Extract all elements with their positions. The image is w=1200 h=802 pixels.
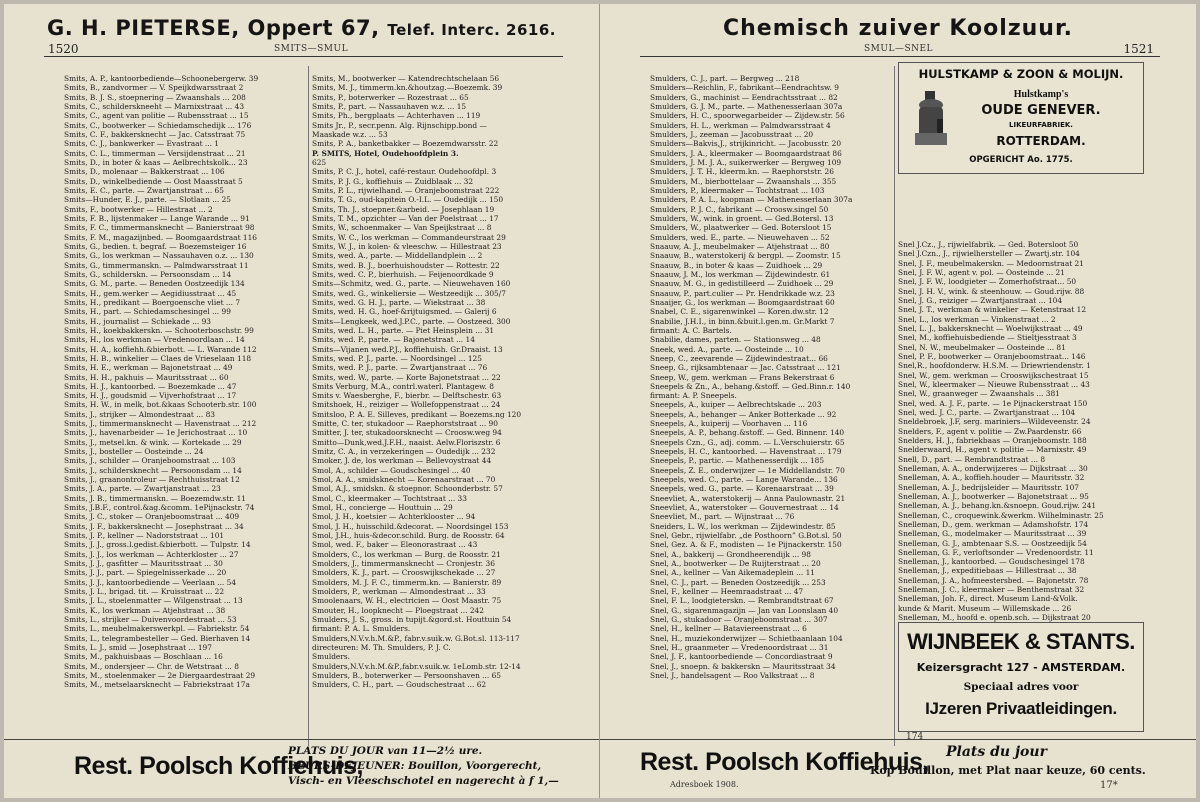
left-header-rule [44, 56, 563, 57]
directory-entry: Sneepels, H. C., kantoorbed. — Havenstraat ... 179 [650, 447, 842, 457]
directory-entry: Smits, J.B.F., control.&ag.&comm. 1ePijnackstr. 74 [64, 503, 255, 513]
right-column-divider [894, 66, 895, 746]
directory-entry: Sneevliet, M., part. — Wijnstraat ... 76 [650, 512, 795, 522]
directory-entry: Smits, C. L., timmerman — Versijdenstraat ... 21 [64, 148, 246, 158]
right-footer-adresboek: Adresboek 1908. [670, 780, 739, 789]
directory-entry: Snel, J., snoepn. & bakkerskn — Mauritsstraat 34 [650, 661, 836, 671]
directory-entry: firmant: A. C. Bartels. [650, 325, 732, 335]
directory-entry: Smits, J. C., stoker — Oranjeboomstraat ... 409 [64, 512, 240, 522]
directory-entry: Smitter, J. ter, stukadoorsknecht — Croosw.weg 94 [312, 428, 502, 438]
directory-entry: Smits, L. J., smid — Josephstraat ... 197 [64, 643, 212, 653]
hulstkamp-city: ROTTERDAM. [996, 134, 1086, 148]
directory-entry: Smits, H. W., in melk, bot.&kaas Schooterb.str. 100 [64, 400, 257, 410]
directory-entry: Sneek, wed. A., parte. — Oosteinde ... 10 [650, 344, 804, 354]
directory-entry: Smits, J. F., bakkersknecht — Josephstraat ... 34 [64, 521, 244, 531]
directory-entry: Sneevliet, A., waterstokerij — Anna Paulownastr. 21 [650, 493, 846, 503]
directory-entry: Sneepels, Z. E., onderwijzer — 1e Middellandstr. 70 [650, 465, 845, 475]
directory-entry: Smits, M. J., timmerm.kn.&houtzag.—Boezemk. 39 [312, 83, 503, 93]
directory-entry: Smits, J., schildersknecht — Persoonsdam ... 14 [64, 465, 242, 475]
directory-entry: Snel J.Czn., J., rijwielhersteller — Zwartj.str. 104 [898, 249, 1080, 259]
directory-entry: Smulders, H. L., werkman — Palmdwarsstraat 4 [650, 120, 831, 130]
directory-entry: Smits, J. J., kantoorbediende — Veerlaan ... 54 [64, 577, 237, 587]
directory-entry: Smolders, C., los werkman — Burg. de Roosstr. 21 [312, 549, 501, 559]
directory-entry: Snel, W., kleermaker — Nieuwe Rubensstraat ... 43 [898, 379, 1090, 389]
directory-entry: Snelleman, A. A., koffieh.houder — Mauritsstr. 32 [898, 473, 1085, 483]
directory-entry: Snel, C. J., part. — Beneden Oostzeedijk ... 253 [650, 577, 826, 587]
directory-entry: Smits, B., zandvormer — V. Speijkdwarsstraat 2 [64, 83, 244, 93]
directory-entry: Snel, J. F., kantoorbediende — Concordiastraat 9 [650, 652, 833, 662]
directory-entry: Smulders, W., wink. in groent. — Ged.Botersl. 13 [650, 213, 834, 223]
directory-entry: Snelleman, A. J., behang.kn.&snoepn. Goud.rijw. 241 [898, 501, 1097, 511]
left-banner [4, 16, 599, 40]
directory-entry: Smol, H., concierge — Houttuin ... 29 [312, 503, 453, 513]
directory-entry: Snel, Gez. A. & F., modisten — 1e Pijnackerstr. 150 [650, 540, 842, 550]
directory-entry: Snelleman, A. J., bootwerker — Bajonetstraat ... 95 [898, 491, 1089, 501]
directory-entry: Snaauw, P., part.culier — Pr. Hendrikkade w.z. 23 [650, 288, 835, 298]
directory-entry: Smits, C., schilderskneeht — Marnixstraat ... 43 [64, 101, 245, 111]
directory-entry: Smits, J., schilder — Oranjeboomstraat ... 103 [64, 456, 236, 466]
directory-entry: Smits, L., strijker — Duivenvoordestraat ... 53 [64, 615, 237, 625]
directory-entry: Smits, D., winkelbediende — Oost Maasstraat 5 [64, 176, 243, 186]
directory-entry: Snel, N. W., meubelmaker — Oosteinde ... 81 [898, 342, 1066, 352]
directory-entry: Snel, A., bakkerij — Grondheerendijk ... 98 [650, 549, 811, 559]
directory-entry: Smoker, J. de, los werkman — Bellevoystraat 44 [312, 456, 492, 466]
directory-entry: Smulders, C. H., part. — Goudschestraat ... 62 [312, 680, 487, 690]
directory-entry: Smits, wed. G., winkeliersie — Westzeedijk ... 305/7 [312, 288, 506, 298]
directory-entry: directeuren: M. Th. Smulders, P. J. C. [312, 643, 451, 653]
directory-entry: Smitsloo, P. A. E. Silleves, predikant — Boezems.ng 120 [312, 409, 522, 419]
directory-entry: Smits, H., koekbakkerskn. — Schooterboschstr. 99 [64, 325, 254, 335]
directory-entry: Smulders, M., bierbottelaar — Zwaanshals ... 355 [650, 176, 837, 186]
directory-entry: Snel, A., bootwerker — De Ruijterstraat ... 20 [650, 559, 821, 569]
directory-entry: Sneepels & Zn., A., behang.&stoff. — Ged.Binn.r. 140 [650, 381, 851, 391]
directory-entry: Smits, C., agent van politie — Rubensstraat ... 15 [64, 111, 249, 121]
directory-entry: Smits, T. G., oud-kapitein O.-I.L. — Oudedijk ... 150 [312, 195, 504, 205]
directory-entry: Sneepels, P., partic. — Mathenesserdijk ... 185 [650, 456, 825, 466]
directory-entry: Smits, D., molenaar — Bakkerstraat ... 106 [64, 167, 225, 177]
directory-entry: Snel, P. F., bootwerker — Oranjeboomstraat... 146 [898, 351, 1086, 361]
directory-entry: Smitte, C. ter, stukadoor — Raephorststraat ... 90 [312, 419, 498, 429]
directory-entry: Snelleman, J., kantoorbed. — Goudschesingel 178 [898, 557, 1085, 567]
directory-entry: Smits, B. J. S., stoepnering — Zwaanshals ... 208 [64, 92, 246, 102]
directory-entry: Smits, W. C., los werkman — Commandeurstraat 29 [312, 232, 506, 242]
directory-entry: Snelders, F., agent v. politie — Zw.Paardenstr. 66 [898, 426, 1082, 436]
directory-entry: Snel, wed. A. J. F., parte. — 1e Pijnackerstraat 150 [898, 398, 1088, 408]
wijnbeek-title: WIJNBEEK & STANTS. [907, 629, 1135, 654]
directory-entry: Smits—Lengkeek, wed.J.P.C., parte. — Oostzeed. 300 [312, 316, 511, 326]
left-column-2 [312, 74, 548, 746]
directory-entry: Smulders, P. A. L., koopman — Mathenesserlaan 307a [650, 195, 853, 205]
directory-entry: Snelleman, J. A., hofmeestersbed. — Bajonetstr. 78 [898, 575, 1089, 585]
directory-entry: Smits—Vijanen wed.P.J., koffiehuish. Gr.Draaist. 13 [312, 344, 503, 354]
directory-entry: Smits, H. J., kantoorbed. — Boezemkade ... 47 [64, 381, 237, 391]
left-column-1 [64, 74, 304, 746]
directory-entry: 625 [312, 157, 327, 167]
directory-entry: Smits, E. C., parte. — Zwartjanstraat ... 65 [64, 185, 224, 195]
directory-entry: Smits, P. A., banketbakker — Boezemdwarsstr. 22 [312, 139, 499, 149]
directory-entry: Snelders, H. J., fabriekbaas — Oranjeboomstr. 188 [898, 435, 1087, 445]
directory-entry: Smits Verburg, M.A., contrl.waterl. Plantagew. 8 [312, 381, 494, 391]
directory-entry: Snelleman, G., modelmaker — Mauritsstraat ... 39 [898, 529, 1087, 539]
directory-entry: Smits v. Waesberghe, F., bierbr. — Delftschestr. 63 [312, 391, 502, 401]
directory-entry: Snelleman, J., expeditiebaas — Hillestraat ... 38 [898, 566, 1077, 576]
book-spread [4, 4, 1196, 798]
directory-entry: Smitto—Dunk,wed.J.F.H., naaist. Aelw.Floriszstr. 6 [312, 437, 501, 447]
directory-entry: Smits, J., bosteller — Oosteinde ... 24 [64, 447, 204, 457]
directory-entry: Snel J.Cz., J., rijwielfabrik. — Ged. Botersloot 50 [898, 240, 1079, 249]
directory-entry: Snel, G., stukadoor — Oranjeboomstraat ... 307 [650, 615, 828, 625]
directory-entry: Smits, M., metselaarsknecht — Fabriekstraat 17a [64, 680, 250, 690]
directory-entry: Smits, J. J., gasfitter — Mauritsstraat ... 30 [64, 559, 223, 569]
directory-entry: Snelleman, A. J., bedrijsleider — Mauritsstr. 107 [898, 482, 1079, 492]
directory-entry: Smol, C., kleermaker — Tochtstraat ... 33 [312, 493, 467, 503]
directory-entry: Snelleman, G. J., ambtenaar S.S. — Oostzeedijk 54 [898, 538, 1087, 548]
directory-entry: Snel, H., kellner — Bataviereenstraat ... 6 [650, 624, 807, 634]
directory-entry: Smits, G., timmermanskn. — Palmdwarsstraat 11 [64, 260, 249, 270]
directory-entry: Smits, J., metsel.kn. & wink. — Kortekade ... 29 [64, 437, 242, 447]
directory-entry: Snel, J. F. W., agent v. pol. — Oosteinde ... 21 [898, 267, 1065, 277]
directory-entry: Smulders, wed. E., parte. — Nieuwehaven ... 52 [650, 232, 830, 242]
left-page-number: 1520 [48, 42, 79, 56]
directory-entry: Smits, wed. P. J., parte. — Zwartjanstraat ... 76 [312, 363, 488, 373]
directory-entry: Smits, H. H., pakhuis — Mauritsstraat ... 60 [64, 372, 229, 382]
directory-entry: Smits, wed. G. H. J., parte. — Wiekstraat ... 38 [312, 297, 486, 307]
directory-entry: Smits, J. L., brigad. tit. — Kruisstraat ... 22 [64, 587, 225, 597]
directory-entry: Smits, wed. C. P., bierhuish. — Feijenoordkade 9 [312, 269, 494, 279]
directory-entry: Smulders,N.V.v.h.M.&P.,fabr.v.suik.w. 1eLomb.str. 12-14 [312, 661, 521, 671]
directory-entry: Smits, M., stoelenmaker — 2e Diergaardestraat 29 [64, 671, 256, 680]
directory-entry: Snel, wed. J. C., parte. — Zwartjanstraat ... 104 [898, 407, 1076, 417]
directory-entry: Smolders, K. J., part. — Crooswijkschekade ... 27 [312, 568, 496, 578]
directory-entry: Smits, D., in boter & kaas — Aelbrechtskolk... 23 [64, 157, 248, 167]
wijnbeek-line-1: Speciaal adres voor [963, 681, 1079, 693]
left-banner-name: G. H. PIETERSE, Oppert 67, [46, 16, 380, 40]
directory-entry: Sneepels, A., kuiperij — Voorhaven ... 116 [650, 419, 808, 429]
directory-entry: P. SMITS, Hotel, Oudehoofdplein 3. [312, 148, 459, 158]
directory-entry: Smits, J. J., part. — Spiegelnisserkade ... 20 [64, 568, 227, 578]
directory-entry: Snel, J. G., reiziger — Zwartjanstraat ... 104 [898, 295, 1063, 305]
left-footer-line-2: BEURS-DEJEUNER: Bouillon, Voorgerecht, [288, 760, 542, 772]
directory-entry: firmant: P. A. L. Smulders. [312, 624, 411, 634]
directory-entry: Snaauw, J. M., los werkman — Zijdewindestr. 61 [650, 269, 831, 279]
directory-entry: Smulders—Bakvis,J., strijkinricht. — Jacobusstr. 20 [650, 139, 842, 149]
directory-entry: Smol, A., schilder — Goudschesingel ... 40 [312, 465, 471, 475]
directory-entry: Smits, J. L., stoelenmatter — Wilgenstraat ... 13 [64, 596, 243, 606]
directory-entry: Smits, Ph., bergplaats — Achterhaven ... 119 [312, 111, 481, 121]
left-column-divider [308, 66, 309, 746]
directory-entry: Smits, H., predikant — Boergoensche vliet ... 7 [64, 297, 241, 307]
directory-entry: Smulders, J. S., gross. in tupijt.&gord.st. Houttuin 54 [312, 615, 512, 625]
directory-entry: Smits, F. C., timmermansknecht — Banierstraat 98 [64, 223, 255, 233]
hulstkamp-advertisement [898, 62, 1144, 174]
directory-entry: Smulders, J. T. H., kleerm.kn. — Raephorststr. 26 [650, 167, 834, 177]
directory-entry: Sneep, W., gem. werkman — Frans Bekerstraat 6 [650, 372, 835, 382]
right-banner: Chemisch zuiver Koolzuur. [722, 16, 1074, 41]
directory-entry: Smits, H. A., koffiehh.&bierbott. — L. Warande 112 [64, 344, 257, 354]
directory-entry: Smits, F. M., magazijnbed. — Boomgaardstraat 116 [64, 232, 257, 242]
directory-entry: Snel, A., kellner — Van Aikemadeplein ... 11 [650, 568, 815, 578]
directory-entry: Smits, H. J., goudsmid — Vijverhofstraat ... 17 [64, 391, 237, 401]
directory-entry: Smoolenaars, W. H., electricien — Oost Maastr. 75 [312, 596, 502, 606]
directory-entry: Snel, J. T., werkman & winkelier — Ketenstraat 12 [898, 305, 1087, 315]
directory-entry: Smulders, C. J., part. — Bergweg ... 218 [650, 74, 800, 83]
directory-entry: Snelleman, Joh. F., direct. Museum Land-&Volk. [898, 594, 1078, 604]
directory-entry: Smits, K., los werkman — Atjehstraat ... 38 [64, 605, 226, 615]
hulstkamp-subtitle: Hulstkamp's [1013, 89, 1069, 100]
directory-entry: Smulders, W., plaatwerker — Ged. Botersloot 15 [650, 223, 832, 233]
directory-entry: Smol, wed. F., baker — Eleonorastraat ... 43 [312, 540, 478, 550]
directory-entry: Smulders, G. J. M., parte. — Mathenesserlaan 307a [650, 101, 843, 111]
directory-entry: Sneepels Czn., G., adj. comm. — L.Verschuierstr. 65 [650, 437, 845, 447]
directory-entry: Smol, J.H., huis-&decor.schild. Burg. de Roosstr. 64 [312, 531, 505, 541]
directory-entry: Smits, L., telegrambesteller — Ged. Bierhaven 14 [64, 633, 251, 643]
directory-entry: Sneepels, A. P., behang.&stoff. — Ged. Binnenr. 140 [650, 428, 845, 438]
directory-entry: Maaskade w.z. ... 53 [312, 129, 388, 139]
directory-entry: Smits, C., bootwerker — Schiedamschedijk ... 176 [64, 120, 252, 130]
directory-entry: Snel, J., handelsagent — Roo Valkstraat ... 8 [650, 671, 815, 680]
directory-entry: Snell, D., part. — Rembrandtstraat ... 8 [898, 454, 1046, 464]
directory-entry: Snel,R., hoofdonderw. H.S.M. — Driewriendenstr. 1 [898, 361, 1091, 371]
directory-entry: Smouter, H., loopknecht — Ploegstraat ... 242 [312, 605, 484, 615]
left-footer-restaurant: Rest. Poolsch Koffiehuis, [74, 752, 363, 780]
right-page [600, 4, 1196, 798]
directory-entry: Smits, A. P., kantoorbediende—Schoonebergerw. 39 [64, 74, 259, 83]
hulstkamp-title: HULSTKAMP & ZOON & MOLIJN. [918, 67, 1124, 81]
directory-entry: Smits—Schmitz, wed. G., parte. — Nieuwehaven 160 [312, 279, 511, 289]
directory-entry: Smits Jr., P., secr.penn. Alg. Rijnschipp.bond — [312, 120, 487, 130]
directory-entry: Snel, L., los werkman — Vinkenstraat ... 2 [898, 314, 1056, 324]
directory-entry: Smulders,N.V.v.h.M.&P., fabr.v.suik.w. G.Bot.sl. 113-117 [312, 633, 520, 643]
directory-entry: Snel, M., koffiehuisbediende — Stieltjesstraat 3 [898, 333, 1077, 343]
directory-entry: Snel, Gebr., rijwielfabr. „de Posthoorn” G.Bot.sl. 50 [650, 531, 842, 541]
directory-entry: Sneiders, L. W., los werkman — Zijdewindestr. 85 [650, 521, 836, 531]
directory-entry: Smits, G., bedien. t. begraf. — Boezemsteiger 16 [64, 241, 247, 251]
directory-entry: kunde & Marit. Museum — Willemskade ... 26 [898, 603, 1072, 613]
directory-entry: Sneepels, wed. G., parte. — Korenaarstraat ... 39 [650, 484, 834, 494]
directory-entry: Smulders, G., machinist — Eendrachtsstraat ... 82 [650, 92, 838, 102]
directory-entry: Smits, Th. J., stoepner.&arbeid. — Josephlaan 19 [312, 204, 495, 214]
directory-entry: Smits, J. A., parte. — Zwartjanstraat ... 23 [64, 484, 221, 494]
wijnbeek-address: Keizersgracht 127 - AMSTERDAM. [916, 661, 1126, 674]
directory-entry: Smulders, B., boterwerker — Persoonshaven ... 65 [312, 671, 501, 680]
directory-entry: Smulders, J., zeeman — Jacobusstraat ... 20 [650, 129, 814, 139]
directory-entry: Smits, wed. B. J., boerhuishoudster — Rottestr. 22 [312, 260, 500, 270]
directory-entry: Smits, H., journalist — Schiekade ... 93 [64, 316, 212, 326]
directory-entry: Smulders, P., kleermaker — Tochtstraat ... 103 [650, 185, 825, 195]
left-running-head: SMITS—SMUL [274, 44, 349, 54]
directory-entry: Smits, T. M., opzichter — Van der Poelstraat ... 17 [312, 213, 499, 223]
directory-entry: Sneepels, wed. C., parte. — Lange Warande... 136 [650, 475, 838, 485]
directory-entry: Smits, J., strijker — Almondestraat ... 83 [64, 409, 216, 419]
directory-entry: Snel, L. J., bakkersknecht — Woelwijkstraat ... 49 [898, 323, 1083, 333]
directory-entry: Snelleman, D., gem. werkman — Adamshofstr. 174 [898, 519, 1089, 529]
directory-entry: Smits, wed. H. G., hoef-&rijtuigsmed. — Galerij 6 [312, 307, 497, 317]
directory-entry: Smits, G., los werkman — Nassauhaven o.z. ... 130 [64, 251, 254, 261]
directory-entry: Snaauw, B., waterstokerij & bergpl. — Zoomstr. 15 [650, 251, 841, 261]
right-column-2 [898, 240, 1142, 623]
right-footer-ad [600, 739, 1196, 798]
directory-entry: Smol, J. H., huisschild.&decorat. — Noordsingel 153 [312, 521, 509, 531]
directory-entry: Smitz, C. A., in verzekeringen — Oudedijk ... 232 [312, 447, 496, 457]
directory-entry: Smits—Hunder, E. J., parte. — Slotlaan ... 25 [64, 195, 231, 205]
right-footer-title: Plats du jour [946, 744, 1047, 760]
directory-entry: Snelleman, G. F., verloftsonder — Vredenoordstr. 11 [898, 547, 1094, 557]
directory-entry: Smits, wed. P. J., parte. — Noordsingel ... 125 [312, 353, 482, 363]
directory-entry: Smulders, P. J. C., fabrikant — Croosw.singel 50 [650, 204, 829, 214]
right-footer-line: Kop Bouillon, met Plat naar keuze, 60 cents. [870, 764, 1146, 777]
directory-entry: Smulders, J. M. J. A., suikerwerker — Bergweg 109 [650, 157, 842, 167]
directory-entry: Smits, P., part. — Nassauhaven w.z. ... 15 [312, 101, 467, 111]
directory-entry: Smits, G., schilderskn. — Persoonsdam ... 14 [64, 269, 232, 279]
directory-entry: Smits, F. B., lijstenmaker — Lange Warande ... 91 [64, 213, 250, 223]
directory-entry: Smolders, P., werkman — Almondestraat ... 33 [312, 587, 486, 597]
directory-entry: Sneep, G., rijksambtenaar — Jac. Catsstraat ... 121 [650, 363, 841, 373]
directory-entry: Smits, wed. L. H., parte. — Piet Heinsplein ... 31 [312, 325, 495, 335]
directory-entry: Smits, J. J., gross.l.gedist.&bierbott. — Tulpstr. 14 [64, 540, 251, 550]
directory-entry: Smits, G. M., parte. — Beneden Oostzeedijk 134 [64, 279, 245, 289]
directory-entry: Smulders. [312, 652, 350, 662]
directory-entry: Snelderwaard, H., agent v. politie — Marnixstr. 49 [898, 445, 1087, 455]
directory-entry: Smol, A.J., smidskn. & stoepnor. Schoonderbstr. 57 [312, 484, 503, 494]
directory-entry: Snaauw, M. G., in gedistilleerd — Zuidhoek ... 29 [650, 279, 834, 289]
right-running-head: SMUL—SNEL [864, 44, 934, 54]
right-footer-signature: 17* [1100, 780, 1118, 791]
directory-entry: Snaaijer, G., los werkman — Boomgaardstraat 60 [650, 297, 835, 307]
right-footer-restaurant: Rest. Poolsch Koffiehuis, [640, 748, 929, 776]
directory-entry: Smits, H. E., werkman — Bajonetstraat ... 49 [64, 363, 233, 373]
directory-entry: Smits, J. J., los werkman — Achterkloster ... 27 [64, 549, 239, 559]
directory-entry: Snelleman, M., hoofd e. openb.sch. — Dijkstraat 20 [898, 613, 1091, 623]
directory-entry: Smits, P., boterwerker — Rozestraat ... 65 [312, 92, 469, 102]
directory-entry: Snelleman, J. C., kleermaker — Benthemstraat 32 [898, 585, 1085, 595]
directory-entry: Smits, H., part. — Schiedamschesingel ... 99 [64, 307, 231, 317]
directory-entry: Smits, W. J., in kolen- & vleeschw. — Hillestraat 23 [312, 241, 502, 251]
directory-entry: Smulders, J. A., kleermaker — Boomgaardstraat 86 [650, 148, 842, 158]
directory-entry: Smulders, H. C., spoorwegarbeider — Zijdew.str. 56 [650, 111, 845, 121]
directory-entry: Smits, J., graanontroleur — Rechthuisstraat 12 [64, 475, 240, 485]
directory-entry: Snel, F., kellner — Heemraadstraat ... 47 [650, 587, 804, 597]
directory-entry: Smits, M., bootwerker — Katendrechtschelaan 56 [312, 74, 500, 83]
directory-entry: Snaauw, A. J., meubelmaker — Atjehstraat ... 80 [650, 241, 830, 251]
directory-entry: Snel, F. L., loodgieterskn. — Rembrandtstraat 67 [650, 596, 834, 606]
hulstkamp-product: OUDE GENEVER. [981, 103, 1101, 118]
directory-entry: Smits, H., los werkman — Vredenoordlaan ... 14 [64, 335, 245, 345]
directory-entry: Snel, W., gem. werkman — Crooswijkschestraat 15 [898, 370, 1089, 380]
directory-entry: Smitshoek, H., reiziger — Wollefoppenstraat ... 24 [312, 400, 501, 410]
directory-entry: Snabel, C. E., sigarenwinkel — Koren.dw.str. 12 [650, 307, 829, 317]
directory-entry: Sneepels, A., kuiper — Aelbrechtskade ... 203 [650, 400, 822, 410]
right-page-mark: 174 [906, 732, 924, 742]
wijnbeek-line-2: IJzeren Privaatleidingen. [925, 699, 1117, 718]
directory-entry: Smits, P. J. G., koffiehuis — Zuidblaak ... 32 [312, 176, 474, 186]
left-page [4, 4, 600, 798]
directory-entry: Smits, wed. A., parte. — Middellandplein ... 2 [312, 251, 483, 261]
directory-entry: Snel, J. H. V., wink. & steenhouw. — Goud.rijw. 88 [898, 286, 1085, 296]
directory-entry: Smits, wed. P., parte. — Bajonetstraat ... 14 [312, 335, 475, 345]
directory-entry: Smits, W., schoenmaker — Van Speijkstraat ... 8 [312, 223, 492, 233]
directory-entry: Snelleman, C., croquewink.&werkm. Wilhelminastr. 25 [898, 510, 1104, 520]
directory-entry: Smits, F., bootwerker — Hillestraat ... 2 [64, 204, 213, 214]
left-banner-telephone: Telef. Interc. 2616. [387, 21, 557, 39]
wijnbeek-advertisement [898, 622, 1144, 732]
right-column-1 [650, 74, 890, 746]
directory-entry: Smolders, J., timmermansknecht — Cronjestr. 36 [312, 559, 495, 569]
directory-entry: Snel, G., sigarenmagazijn — Jan van Loonslaan 40 [650, 605, 839, 615]
hulstkamp-tag: LIKEURFABRIEK. [1009, 121, 1073, 129]
directory-entry: Snel, J. F. W., loodgieter — Zomerhofstraat... 50 [898, 277, 1077, 287]
directory-entry: Smits, C. F., bakkersknecht — Jac. Catsstraat 75 [64, 129, 246, 139]
directory-entry: Smits, L., meubelmakerswerkpl. — Fabriekstr. 54 [64, 624, 250, 634]
right-page-number: 1521 [1123, 42, 1154, 56]
left-footer-ad [4, 739, 599, 798]
directory-entry: Smits, J., havenarbeider — 1e Jerichostraat ... 10 [64, 428, 248, 438]
directory-entry: Smits, C. J., bankwerker — Evastraat ... 1 [64, 139, 220, 149]
right-header-rule [640, 56, 1160, 57]
directory-entry: Smits, P. L., rijwielhand. — Oranjeboomstraat 222 [312, 185, 500, 195]
directory-entry: Smits, M., pakhuisbaas — Boschlaan ... 16 [64, 652, 223, 662]
directory-entry: Smits, J., timmermansknecht — Havenstraat ... 212 [64, 419, 257, 429]
directory-entry: Smits, M., ondersjeer — Chr. de Wetstraat ... 8 [64, 661, 239, 671]
directory-entry: Sneevliet, A., waterstoker — Gouvernestraat ... 14 [650, 503, 839, 513]
directory-entry: Smolders, M. J. F. C., timmerm.kn. — Banierstr. 89 [312, 577, 502, 587]
directory-entry: Sneldebroek, J.F, serg. mariniers—Wildeveenstr. 24 [898, 417, 1091, 427]
directory-entry: Smits, H., gem.werker — Aegidiusstraat ... 45 [64, 288, 237, 298]
directory-entry: Snabilie, dames, parten. — Stationsweg ... 48 [650, 335, 821, 345]
directory-entry: Smits, wed. W., parte. — Korte Bajonetstraat ... 22 [312, 372, 501, 382]
directory-entry: Snel, J. F., meubelmakerskn. — Medoornstraat 21 [898, 258, 1084, 268]
directory-entry: Sneepels, A., behanger — Anker Botterkade ... 92 [650, 409, 837, 419]
directory-entry: Smulders—Reichlin, F., fabrikant—Eendrachtsw. 9 [650, 83, 839, 93]
hulstkamp-founded: OPGERICHT Ao. 1775. [969, 155, 1073, 165]
directory-entry: Smol, J. H., koetsier — Achterklooster ... 94 [312, 512, 476, 522]
directory-entry: Snelleman, A. A., onderwijzeres — Dijkstraat ... 30 [898, 463, 1088, 473]
directory-entry: Smits, J. P., kellner — Nadorststraat ... 101 [64, 531, 225, 541]
directory-entry: Smits, J. B., timmermanskn. — Boezemdw.str. 11 [64, 493, 247, 503]
directory-entry: Snel, H., muziekonderwijzer — Schietbaanlaan 104 [650, 633, 843, 643]
directory-entry: Smits, P. C. J., hotel, café-restaur. Oudehoofdpl. 3 [312, 167, 497, 177]
directory-entry: Snel, H., graanmeter — Vredenoordstraat ... 31 [650, 643, 829, 653]
left-footer-line-1: PLATS DU JOUR van 11—2½ ure. [288, 745, 483, 757]
directory-entry: Smol, A. A., smidsknecht — Korenaarstraat ... 70 [312, 475, 496, 485]
directory-entry: Sneep, C., zeevarende — Zijdewindestraat... 66 [650, 353, 828, 363]
directory-entry: Snaauw, B., in boter & kaas — Zuidhoek ... 29 [650, 260, 823, 270]
directory-entry: Smits, H. B., winkelier — Claes de Vrieselaan 118 [64, 353, 252, 363]
left-footer-line-3: Visch- en Vleeschschotel en nagerecht à f 1,— [288, 775, 559, 787]
directory-entry: Snel, W., graanweger — Zwaanshals ... 381 [898, 389, 1060, 399]
directory-entry: firmant: A. P. Sneepels. [650, 391, 737, 401]
directory-entry: Snabilie, J.H.I., in binn.&buit.l.gen.m. Gr.Markt 7 [650, 316, 835, 326]
